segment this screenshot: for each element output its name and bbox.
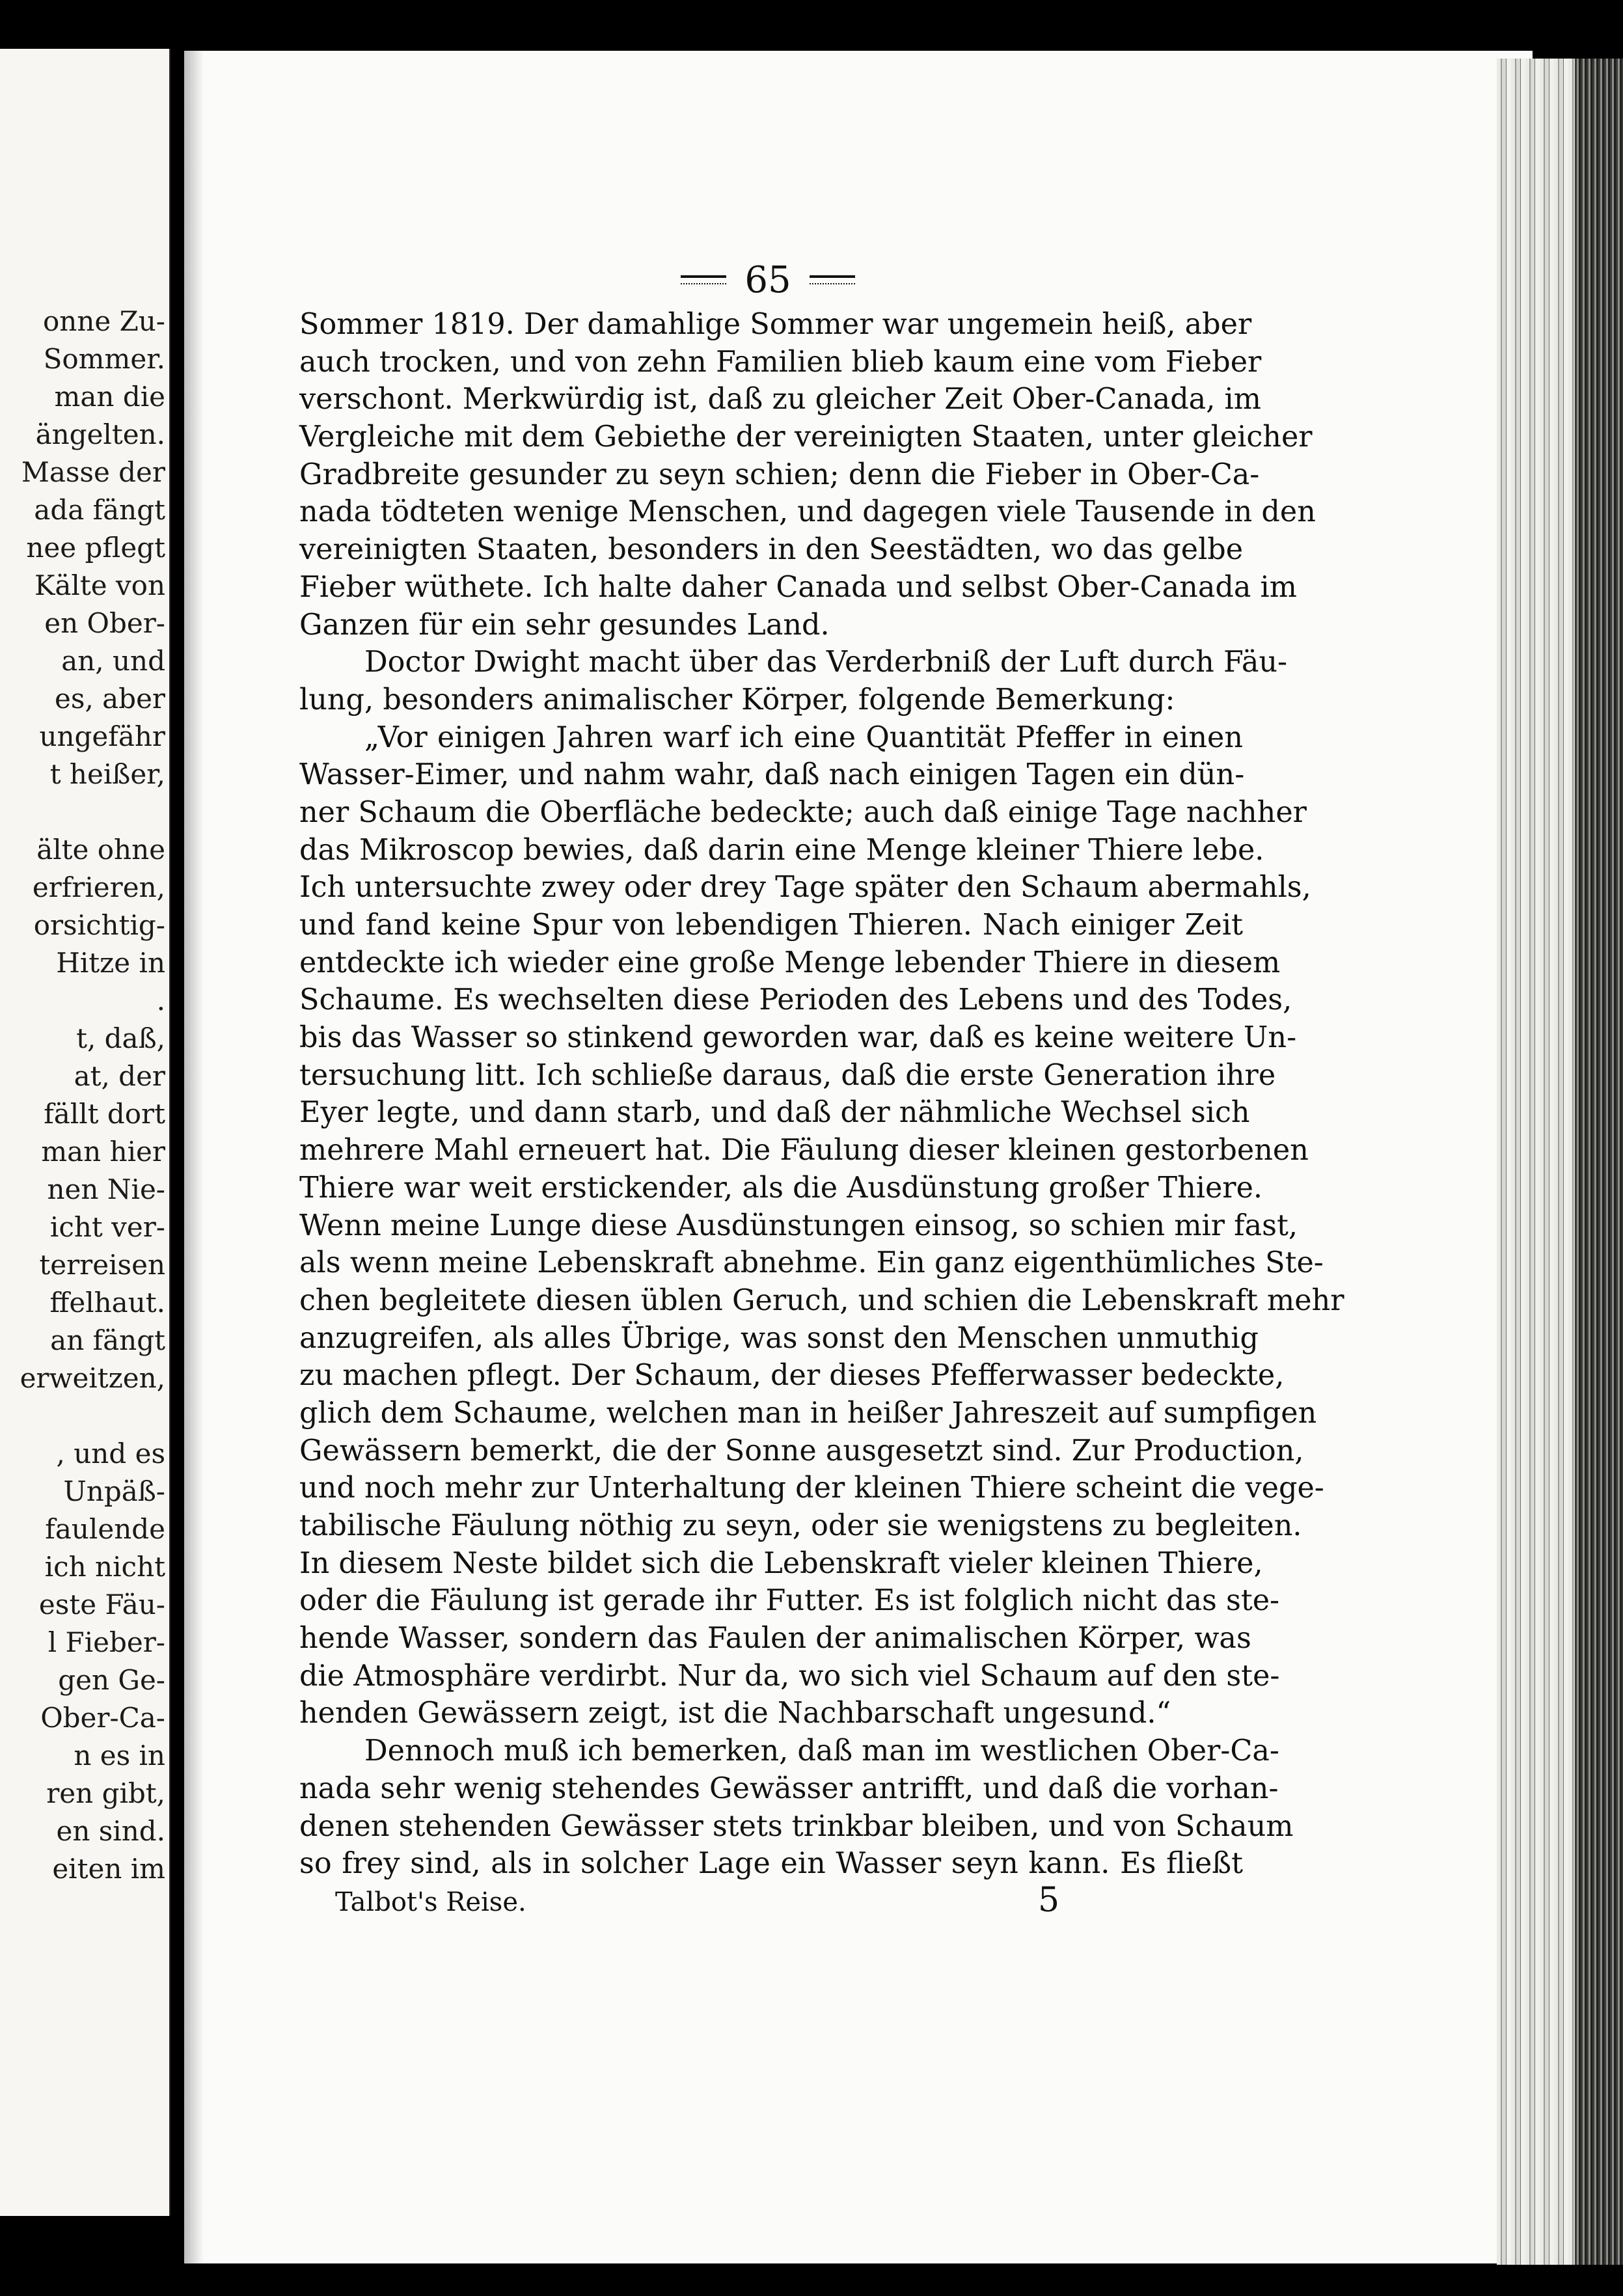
header-ornament-left <box>681 275 726 284</box>
text-line: nada tödteten wenige Menschen, und dagegen viele Tausende in den <box>299 495 1316 529</box>
text-line: Gradbreite gesunder zu seyn schien; denn die Fieber in Ober-Ca- <box>299 458 1260 491</box>
left-page-text <box>3 303 165 1888</box>
text-line: Ganzen für ein sehr gesundes Land. <box>299 608 830 642</box>
left-text-line: nen Nie- <box>47 1173 165 1205</box>
left-text-line: ich nicht <box>44 1551 165 1583</box>
text-line: oder die Fäulung ist gerade ihr Futter. Es ist folglich nicht das ste- <box>299 1584 1280 1618</box>
left-text-line: fällt dort <box>44 1098 165 1130</box>
left-text-line: terreisen <box>39 1249 165 1281</box>
page-header <box>657 257 879 303</box>
left-text-line: ängelten. <box>35 418 165 450</box>
left-text-line: Sommer. <box>43 343 165 375</box>
left-text-line: ren gibt, <box>46 1777 165 1809</box>
left-text-line: Kälte von <box>34 569 165 601</box>
text-line: glich dem Schaume, welchen man in heißer Jahreszeit auf sumpfigen <box>299 1396 1317 1430</box>
text-line: chen begleitete diesen üblen Geruch, und schien die Lebenskraft mehr <box>299 1283 1344 1317</box>
left-text-line: at, der <box>74 1060 165 1092</box>
text-line: lung, besonders animalischer Körper, folgende Bemerkung: <box>299 683 1175 717</box>
left-text-line: älte ohne <box>36 834 165 866</box>
text-line: Wenn meine Lunge diese Ausdünstungen einsog, so schien mir fast, <box>299 1209 1298 1242</box>
left-text-line: man die <box>54 381 165 413</box>
left-text-line: es, aber <box>55 683 165 715</box>
text-line: Doctor Dwight macht über das Verderbniß der Luft durch Fäu- <box>364 646 1288 679</box>
text-line: hende Wasser, sondern das Faulen der animalischen Körper, was <box>299 1622 1251 1656</box>
left-text-line: orsichtig- <box>33 909 165 941</box>
text-line: anzugreifen, als alles Übrige, was sonst den Menschen unmuthig <box>299 1321 1259 1355</box>
page-number: 65 <box>744 258 791 301</box>
left-text-line: an fängt <box>50 1324 165 1356</box>
text-line: und fand keine Spur von lebendigen Thieren. Nach einiger Zeit <box>299 909 1243 942</box>
text-line: Thiere war weit erstickender, als die Ausdünstung großer Thiere. <box>299 1171 1263 1205</box>
left-text-line: , und es <box>56 1438 165 1469</box>
text-line: entdeckte ich wieder eine große Menge lebender Thiere in diesem <box>299 946 1281 979</box>
spine-shadow <box>184 51 204 2263</box>
left-text-line: Ober-Ca- <box>40 1702 165 1734</box>
left-text-line: eiten im <box>52 1853 165 1885</box>
left-text-line: icht ver- <box>49 1211 165 1243</box>
left-text-line: en sind. <box>56 1815 165 1847</box>
left-text-line: erweitzen, <box>20 1362 165 1394</box>
left-text-line: faulende <box>45 1513 165 1545</box>
text-line: Schaume. Es wechselten diese Perioden des Lebens und des Todes, <box>299 983 1292 1017</box>
text-line: als wenn meine Lebenskraft abnehme. Ein ganz eigenthümliches Ste- <box>299 1246 1324 1280</box>
left-text-line: l Fieber- <box>48 1626 165 1658</box>
text-line: die Atmosphäre verdirbt. Nur da, wo sich viel Schaum auf den ste- <box>299 1659 1280 1693</box>
left-text-line: t, daß, <box>76 1022 165 1054</box>
text-line: nada sehr wenig stehendes Gewässer antrifft, und daß die vorhan- <box>299 1771 1279 1805</box>
left-text-line: ffelhaut. <box>49 1287 165 1319</box>
text-line: Gewässern bemerkt, die der Sonne ausgesetzt sind. Zur Production, <box>299 1434 1304 1468</box>
left-text-line: nee pflegt <box>26 532 165 564</box>
left-text-line: . <box>156 985 165 1017</box>
text-line: tersuchung litt. Ich schließe daraus, daß die erste Generation ihre <box>299 1058 1276 1092</box>
text-line: und noch mehr zur Unterhaltung der kleinen Thiere scheint die vege- <box>299 1471 1324 1505</box>
text-line: Eyer legte, und dann starb, und daß der nähmliche Wechsel sich <box>299 1096 1250 1130</box>
text-line: vereinigten Staaten, besonders in den Seestädten, wo das gelbe <box>299 533 1244 567</box>
sheet-number: 5 <box>1038 1881 1060 1920</box>
text-line: mehrere Mahl erneuert hat. Die Fäulung dieser kleinen gestorbenen <box>299 1134 1309 1168</box>
text-line: bis das Wasser so stinkend geworden war, daß es keine weitere Un- <box>299 1021 1297 1055</box>
left-text-line: erfrieren, <box>32 871 165 903</box>
text-line: Fieber wüthete. Ich halte daher Canada und selbst Ober-Canada im <box>299 570 1297 604</box>
left-text-line: en Ober- <box>44 607 165 639</box>
left-text-line: Hitze in <box>56 947 165 979</box>
header-ornament-right <box>810 275 855 284</box>
signature-line: Talbot's Reise. <box>335 1887 526 1917</box>
left-text-line: ungefähr <box>39 720 165 752</box>
left-text-line <box>3 1397 165 1435</box>
left-text-line: Masse der <box>21 456 165 488</box>
left-text-line: este Fäu- <box>38 1589 165 1620</box>
text-line: Ich untersuchte zwey oder drey Tage später den Schaum abermahls, <box>299 871 1311 905</box>
left-text-line: gen Ge- <box>58 1664 165 1696</box>
text-line: Wasser-Eimer, und nahm wahr, daß nach einigen Tagen ein dün- <box>299 758 1245 792</box>
text-line: verschont. Merkwürdig ist, daß zu gleicher Zeit Ober-Canada, im <box>299 383 1261 417</box>
text-line: das Mikroscop bewies, daß darin eine Menge kleiner Thiere lebe. <box>299 833 1264 867</box>
text-line: zu machen pflegt. Der Schaum, der dieses Pfefferwasser bedeckte, <box>299 1359 1285 1393</box>
left-text-line <box>3 793 165 831</box>
text-line: Sommer 1819. Der damahlige Sommer war ungemein heiß, aber <box>299 308 1252 341</box>
left-text-line: ada fängt <box>34 494 165 526</box>
left-text-line: man hier <box>41 1136 165 1168</box>
text-line: „Vor einigen Jahren warf ich eine Quantität Pfeffer in einen <box>364 720 1243 754</box>
left-text-line: an, und <box>61 645 165 677</box>
left-text-line: n es in <box>74 1740 165 1771</box>
book-edge-shadow <box>1575 59 1623 2265</box>
text-line: In diesem Neste bildet sich die Lebenskraft vieler kleinen Thiere, <box>299 1546 1263 1580</box>
text-line: ner Schaum die Oberfläche bedeckte; auch daß einige Tage nachher <box>299 795 1307 829</box>
text-line: tabilische Fäulung nöthig zu seyn, oder sie wenigstens zu begleiten. <box>299 1509 1302 1542</box>
text-line: Vergleiche mit dem Gebiethe der vereinigten Staaten, unter gleicher <box>299 420 1313 454</box>
text-line: denen stehenden Gewässer stets trinkbar bleiben, und von Schaum <box>299 1809 1294 1843</box>
main-body-text <box>299 306 1344 1883</box>
left-text-line: onne Zu- <box>42 305 165 337</box>
text-line: so frey sind, als in solcher Lage ein Wasser seyn kann. Es fließt <box>299 1847 1243 1881</box>
left-page-fragment <box>0 49 170 2216</box>
text-line: henden Gewässern zeigt, ist die Nachbarschaft ungesund.“ <box>299 1697 1171 1730</box>
text-line: Dennoch muß ich bemerken, daß man im westlichen Ober-Ca- <box>364 1734 1279 1768</box>
left-text-line: t heißer, <box>49 758 165 790</box>
left-text-line: Unpäß- <box>63 1475 165 1507</box>
text-line: auch trocken, und von zehn Familien blieb kaum eine vom Fieber <box>299 345 1262 379</box>
